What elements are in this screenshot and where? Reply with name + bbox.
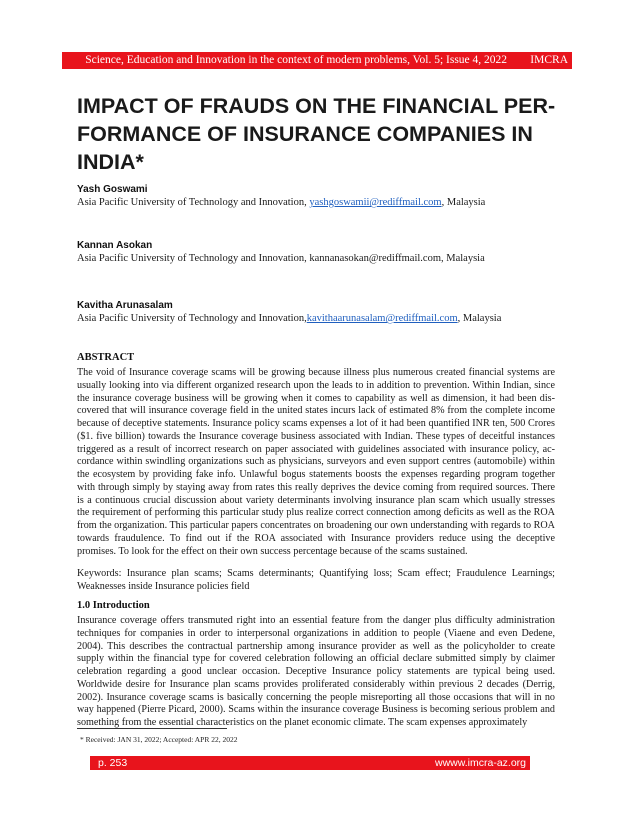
journal-citation: Science, Education and Innovation in the context of modern problems, Vol. 5; Issue 4, 2022 [85, 54, 508, 66]
author-name-1: Yash Goswami [77, 184, 148, 195]
footnote-divider [77, 728, 227, 729]
author-affiliation-2: Asia Pacific University of Technology and Innovation, kannanasokan@rediffmail.com, Malaysia [77, 253, 485, 264]
introduction-heading: 1.0 Introduction [77, 600, 150, 611]
publisher-name: IMCRA [530, 54, 568, 66]
paper-title: IMPACT OF FRAUDS ON THE FINANCIAL PER-FORMANCE OF INSURANCE COMPANIES IN INDIA* [77, 94, 556, 174]
page-number: p. 253 [98, 757, 128, 769]
abstract-heading: ABSTRACT [77, 352, 135, 363]
received-footnote: * Received: JAN 31, 2022; Accepted: APR 22, 2022 [80, 735, 238, 744]
page-footer [90, 756, 530, 770]
introduction-body: Insurance coverage offers transmuted right into an essential feature from the danger plus difficulty administration techniques for companies in order to interpersonal organizations in addition to people (Viaene and even Dedene, 2004). This describes the contractual partnership among insurance provider as well as the policyholder to create supply within the financial type for covered celebration following an official declare submitted simply by claimer celebration regarding a good unclear occasion. Deceptive Insurance policy statements are typical being used. Worldwide desire for Insurance plan scams provides proliferated considerably within previous 2 decades (Derrig, 2002). Insurance coverage scams is basically concerning the people misreporting all those occasions that will in no way happened (Pierre Picard, 2000). Scams within the insurance coverage Business is becoming serious problem and something from the essential characteristics on the planet economic climate. The scam expenses approximately [77, 615, 555, 728]
author-name-3: Kavitha Arunasalam [77, 300, 173, 311]
author-email-link-3[interactable]: kavithaarunasalam@rediffmail.com [306, 313, 458, 324]
abstract-body: The void of Insurance coverage scams will be growing because illness plus numerous created financial systems are usually looking into via different organized research upon the leads to in addition to prevention. Within Indian, since the insurance coverage business will be growing when it comes to capability as well as dimension, it had been dis-covered that will insurance coverage field in the united states incurs lack of estimated 8% from the complete income because of deceptive statements. Insurance policy scams expenses a lot of it had been quantified INR ten, 500 Crores ($1. five billion) towards the Insurance coverage business associated with Indian. These types of deceitful instances triggered as a result of incorrect research on paper associated with guidelines associated with insurance policy, ac-cordance within swindling organizations such as physicians, surveyors and even support centres (automobile) within the ecosystem by providing fake info. Unlawful bogus statements boosts the expenses regarding program together with through simply by staying away from rates this really deprives the device coming from required sources. There is a continuous crucial discussion about variety determinants involving insurance plan scam which usually stresses the requirement of performing this particular study plus realize correct connection among deficits as well as the ROA from the organization. This particular papers concentrates on broadening our own understanding with regards to ROA towards fraudulence. To find out if the ROA associated with Insurance providers reduce using the deceptive promises. To look for the effect on their own success percentage because of the scams sustained. [77, 367, 555, 557]
author-affiliation-1: Asia Pacific University of Technology and Innovation, yashgoswamii@rediffmail.com, Malaysia [77, 197, 486, 208]
author-name-2: Kannan Asokan [77, 240, 153, 251]
journal-website: wwww.imcra-az.org [434, 757, 526, 769]
keywords: Keywords: Insurance plan scams; Scams determinants; Quantifying loss; Scam effect; Fraudulence Learnings; Weaknesses inside Insurance policies field [77, 568, 555, 592]
author-affiliation-3: Asia Pacific University of Technology and Innovation,kavithaarunasalam@rediffmail.com, Malaysia [77, 313, 502, 324]
author-email-link-1[interactable]: yashgoswamii@rediffmail.com [309, 197, 442, 208]
journal-header [62, 52, 572, 69]
